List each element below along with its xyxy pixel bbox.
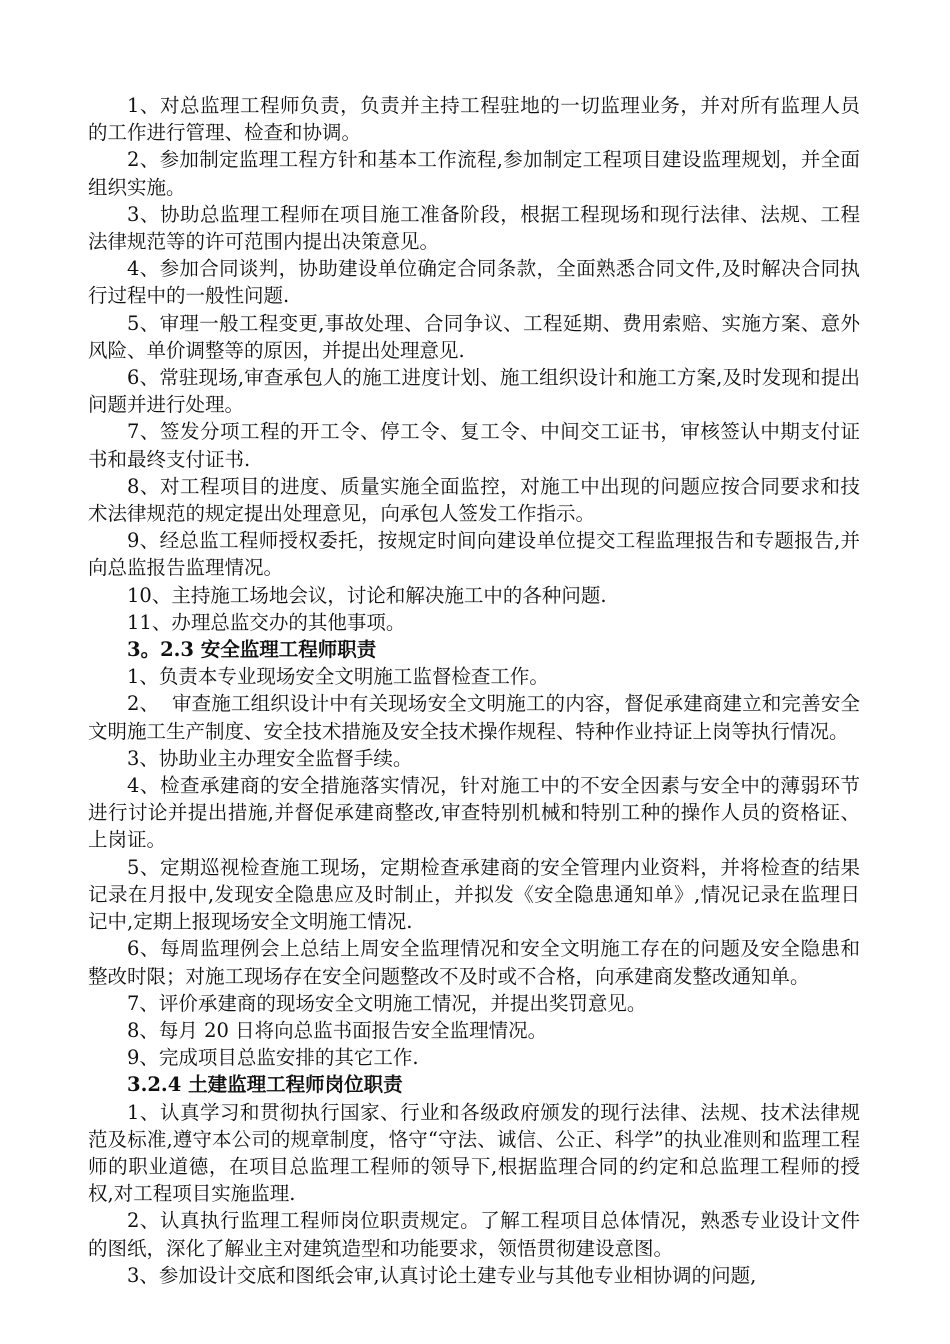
safety-engineer-section — [88, 636, 860, 1071]
document-page — [88, 92, 860, 1289]
civil-engineer-section — [88, 1071, 860, 1289]
civil-item-1: 1、认真学习和贯彻执行国家、行业和各级政府颁发的现行法律、法规、技术法律规范及标准,遵守本公司的规章制度，恪守“守法、诚信、公正、科学”的执业准则和监理工程师的职业道德，在项目总监理工程师的领导下,根据监理合同的约定和总监理工程师的授权,对工程项目实施监理. — [88, 1100, 860, 1206]
duty-item-6: 6、常驻现场,审查承包人的施工进度计划、施工组织设计和施工方案,及时发现和提出问题并进行处理。 — [88, 366, 860, 417]
duty-item-11: 11、办理总监交办的其他事项。 — [127, 610, 406, 634]
duty-item-2: 2、参加制定监理工程方针和基本工作流程,参加制定工程项目建设监理规划，并全面组织实施。 — [88, 148, 860, 199]
duty-item-4: 4、参加合同谈判，协助建设单位确定合同条款，全面熟悉合同文件,及时解决合同执行过程中的一般性问题. — [88, 257, 860, 308]
duty-item-7: 7、签发分项工程的开工令、停工令、复工令、中间交工证书，审核签认中期支付证书和最终支付证书. — [88, 420, 860, 471]
safety-item-7: 7、评价承建商的现场安全文明施工情况，并提出奖罚意见。 — [127, 991, 647, 1015]
safety-item-5: 5、定期巡视检查施工现场，定期检查承建商的安全管理内业资料，并将检查的结果记录在月报中,发现安全隐患应及时制止，并拟发《安全隐患通知单》,情况记录在监理日记中,定期上报现场安全文明施工情况. — [88, 855, 860, 934]
safety-item-8: 8、每月 20 日将向总监书面报告安全监理情况。 — [127, 1018, 548, 1042]
section-heading-civil: 3.2.4 土建监理工程师岗位职责 — [127, 1073, 403, 1097]
civil-item-3: 3、参加设计交底和图纸会审,认真讨论土建专业与其他专业相协调的问题, — [127, 1263, 757, 1287]
safety-item-3: 3、协助业主办理安全监督手续。 — [127, 746, 413, 770]
civil-item-2: 2、认真执行监理工程师岗位职责规定。了解工程项目总体情况，熟悉专业设计文件的图纸，深化了解业主对建筑造型和功能要求，领悟贯彻建设意图。 — [88, 1209, 860, 1260]
duty-item-3: 3、协助总监理工程师在项目施工准备阶段，根据工程现场和现行法律、法规、工程法律规范等的许可范围内提出决策意见。 — [88, 202, 860, 254]
section-heading-safety: 3。2.3 安全监理工程师职责 — [127, 638, 377, 662]
safety-item-1: 1、负责本专业现场安全文明施工监督检查工作。 — [127, 665, 549, 689]
duty-item-8: 8、对工程项目的进度、质量实施全面监控，对施工中出现的问题应按合同要求和技术法律规范的规定提出处理意见，向承包人签发工作指示。 — [88, 474, 860, 526]
safety-item-4: 4、检查承建商的安全措施落实情况，针对施工中的不安全因素与安全中的薄弱环节进行讨论并提出措施,并督促承建商整改,审查特别机械和特别工种的操作人员的资格证、上岗证。 — [88, 774, 860, 852]
safety-item-6: 6、每周监理例会上总结上周安全监理情况和安全文明施工存在的问题及安全隐患和整改时限；对施工现场存在安全问题整改不及时或不合格，向承建商发整改通知单。 — [88, 937, 860, 988]
duty-item-9: 9、经总监工程师授权委托，按规定时间向建设单位提交工程监理报告和专题报告,并向总监报告监理情况。 — [88, 529, 860, 580]
safety-item-9: 9、完成项目总监安排的其它工作. — [127, 1046, 419, 1070]
duty-item-10: 10、主持施工场地会议，讨论和解决施工中的各种问题. — [127, 583, 607, 607]
duty-item-5: 5、审理一般工程变更,事故处理、合同争议、工程延期、费用索赔、实施方案、意外风险、单价调整等的原因，并提出处理意见. — [88, 311, 860, 362]
supervisor-duties-section — [88, 92, 860, 636]
duty-item-1: 1、对总监理工程师负责，负责并主持工程驻地的一切监理业务，并对所有监理人员的工作进行管理、检查和协调。 — [88, 94, 860, 145]
safety-item-2: 2、 审查施工组织设计中有关现场安全文明施工的内容，督促承建商建立和完善安全文明施工生产制度、安全技术措施及安全技术操作规程、特种作业持证上岗等执行情况。 — [88, 692, 860, 743]
